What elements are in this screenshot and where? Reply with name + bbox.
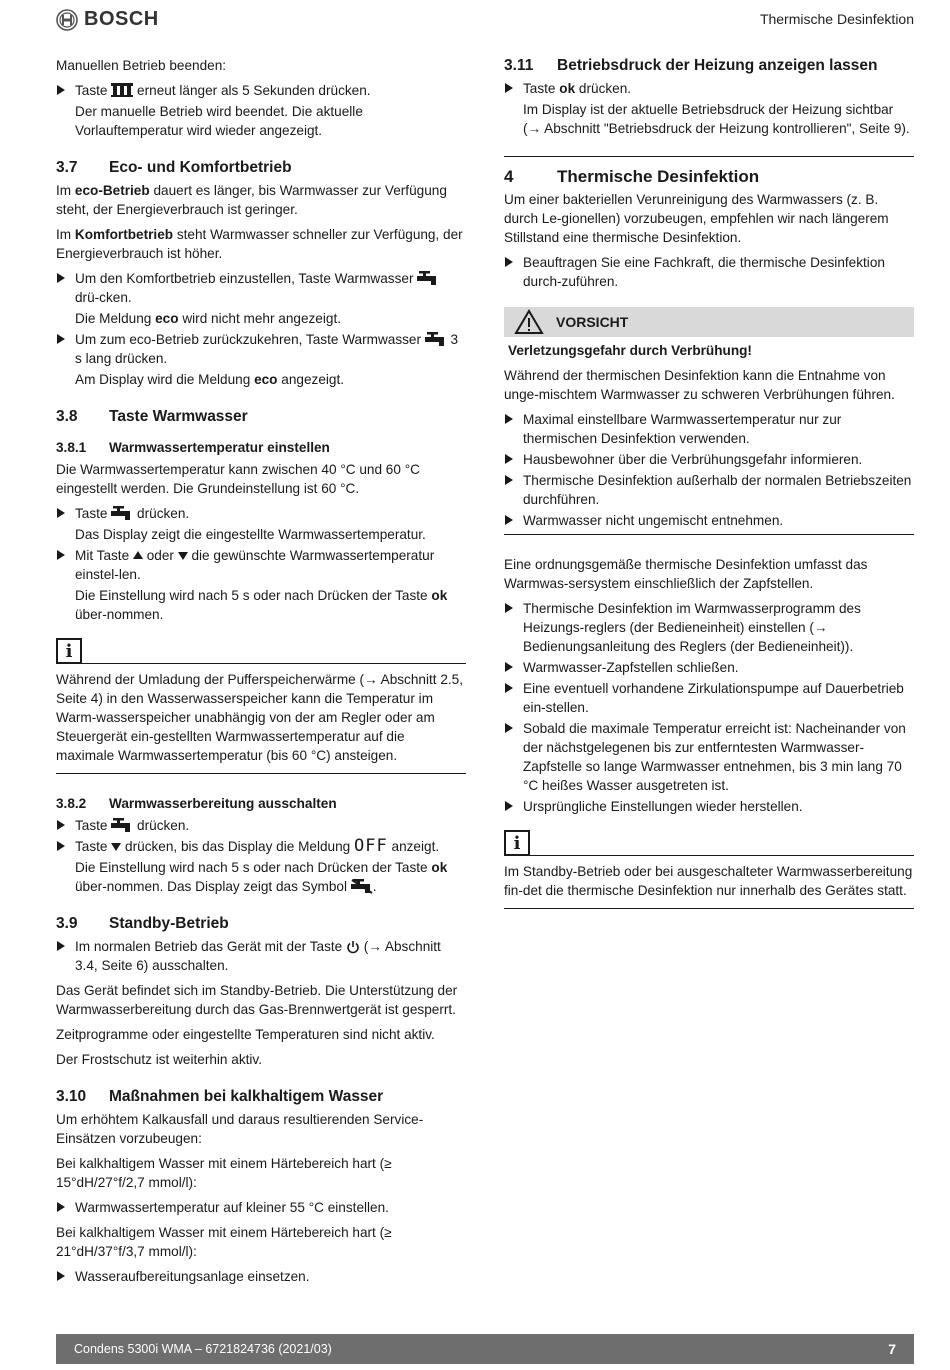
paragraph: Während der thermischen Desinfektion kann die Entnahme von unge-mischtem Warmwasser zu schweren Verbrühungen führen. (504, 368, 895, 402)
paragraph: Um einer bakteriellen Verunreinigung des Warmwassers (z. B. durch Le-gionellen) vorzubeugen, empfehlen wir nach längerem Stillstand eine thermische Desinfektion. (504, 192, 889, 245)
list-item: Warmwasser nicht ungemischt entnehmen. (504, 511, 914, 530)
info-text: Im Standby-Betrieb oder bei ausgeschalteter Warmwasserbereitung fin-det die thermische Desinfektion nur innerhalb des Gerätes statt. (504, 864, 913, 898)
section-heading: 3.8 Taste Warmwasser (56, 408, 248, 425)
right-column (504, 56, 914, 919)
list-item: Sobald die maximale Temperatur erreicht ist: Nacheinander von der nächstgelegenen bis zur entferntesten Warmwasser-Zapfstelle so lange Warmwasser entnehmen, bis 3 min lang 70 °C heißes Wasser ausgetreten ist. (504, 719, 914, 795)
page-footer (56, 1334, 914, 1364)
subsection-heading: 3.8.2 Warmwasserbereitung ausschalten (56, 796, 337, 811)
info-notice (504, 830, 914, 909)
manual-end-intro: Manuellen Betrieb beenden: (56, 58, 227, 73)
arrow-down-icon (178, 552, 188, 560)
page-number: 7 (888, 1341, 896, 1357)
paragraph: Der Frostschutz ist weiterhin aktiv. (56, 1052, 262, 1067)
step-item: Taste drücken. (56, 816, 466, 835)
step-result: Das Display zeigt die eingestellte Warmwassertemperatur. (75, 527, 426, 542)
step-result: Die Einstellung wird nach 5 s oder nach Drücken der Taste ok über-nommen. Das Display zeigt das Symbol . (75, 860, 448, 894)
left-column (56, 56, 466, 1288)
step-item: Taste ok drücken. (504, 79, 914, 98)
step-item: Wasseraufbereitungsanlage einsetzen. (56, 1267, 466, 1286)
warning-title: VORSICHT (556, 313, 629, 330)
subsection-heading: 3.8.1 Warmwassertemperatur einstellen (56, 440, 330, 455)
hot-water-off-icon (351, 879, 373, 894)
page-header (0, 0, 950, 40)
radiator-key-icon (111, 83, 133, 98)
step-result: Die Einstellung wird nach 5 s oder nach Drücken der Taste ok über-nommen. (75, 588, 448, 622)
paragraph: Eine ordnungsgemäße thermische Desinfektion umfasst das Warmwas-sersystem einschließlich der Zapfstellen. (504, 557, 868, 591)
paragraph: Die Warmwassertemperatur kann zwischen 40 °C und 60 °C eingestellt werden. Die Grundeinstellung ist 60 °C. (56, 462, 420, 496)
list-item: Ursprüngliche Einstellungen wieder herstellen. (504, 797, 914, 816)
list-item: Maximal einstellbare Warmwassertemperatur nur zur thermischen Desinfektion verwenden. (504, 410, 914, 448)
footer-product-info: Condens 5300i WMA – 6721824736 (2021/03) (74, 1342, 332, 1356)
running-header-title: Thermische Desinfektion (759, 11, 914, 27)
step-item: Mit Taste oder die gewünschte Warmwassertemperatur einstel-len. (56, 546, 466, 584)
warning-list (504, 410, 914, 530)
step-item: Taste drücken, bis das Display die Meldung OFF anzeigt. (56, 837, 466, 856)
step-item: Beauftragen Sie eine Fachkraft, die thermische Desinfektion durch-zuführen. (504, 253, 914, 291)
step-item: Taste erneut länger als 5 Sekunden drücken. (56, 81, 466, 100)
list-item: Eine eventuell vorhandene Zirkulationspumpe auf Dauerbetrieb ein-stellen. (504, 679, 914, 717)
chapter-heading: 4 Thermische Desinfektion (504, 167, 760, 186)
section-heading: 3.11 Betriebsdruck der Heizung anzeigen lassen (504, 57, 878, 74)
procedure-list (504, 599, 914, 816)
paragraph: Im eco-Betrieb dauert es länger, bis Warmwasser zur Verfügung steht, der Energieverbrauch ist geringer. (56, 183, 447, 217)
warning-subtitle: Verletzungsgefahr durch Verbrühung! (508, 343, 752, 358)
info-notice (56, 638, 466, 774)
paragraph: Im Komfortbetrieb steht Warmwasser schneller zur Verfügung, der Energieverbrauch ist höher. (56, 227, 463, 261)
step-result: Im Display ist der aktuelle Betriebsdruck der Heizung sichtbar (→ Abschnitt "Betriebsdruck der Heizung kontrollieren", Seite 9). (523, 102, 910, 136)
bosch-armature-icon (56, 9, 78, 31)
paragraph: Zeitprogramme oder eingestellte Temperaturen sind nicht aktiv. (56, 1027, 435, 1042)
section-heading: 3.7 Eco- und Komfortbetrieb (56, 159, 292, 176)
step-item: Warmwassertemperatur auf kleiner 55 °C einstellen. (56, 1198, 466, 1217)
hot-water-tap-icon (111, 506, 133, 521)
section-divider (504, 156, 914, 157)
step-result: Der manuelle Betrieb wird beendet. Die aktuelle Vorlauftemperatur wird wieder angezeigt. (75, 104, 363, 138)
section-heading: 3.9 Standby-Betrieb (56, 915, 229, 932)
info-icon: i (56, 638, 82, 664)
hot-water-tap-icon (425, 332, 447, 347)
step-result: Am Display wird die Meldung eco angezeigt. (75, 372, 345, 387)
step-result: Die Meldung eco wird nicht mehr angezeigt. (75, 311, 341, 326)
list-item: Thermische Desinfektion im Warmwasserprogramm des Heizungs-reglers (der Bedieneinheit) einstellen (→ Bedienungsanleitung des Reglers (der Bedieneinheit)). (504, 599, 914, 656)
arrow-up-icon (133, 551, 143, 559)
hot-water-tap-icon (111, 818, 133, 833)
paragraph: Bei kalkhaltigem Wasser mit einem Härtebereich hart (≥ 21°dH/37°f/3,7 mmol/l): (56, 1225, 392, 1259)
arrow-down-icon (111, 843, 121, 851)
step-item: Um zum eco-Betrieb zurückzukehren, Taste Warmwasser 3 s lang drücken. (56, 330, 466, 368)
hot-water-tap-icon (417, 271, 439, 286)
bosch-logo (56, 8, 159, 31)
list-item: Warmwasser-Zapfstellen schließen. (504, 658, 914, 677)
display-off-text: OFF (354, 836, 388, 856)
step-item: Um den Komfortbetrieb einzustellen, Taste Warmwasser drü-cken. (56, 269, 466, 307)
info-icon: i (504, 830, 530, 856)
brand-name: BOSCH (84, 8, 159, 30)
paragraph: Um erhöhtem Kalkausfall und daraus resultierenden Service-Einsätzen vorzubeugen: (56, 1112, 424, 1146)
info-text: Während der Umladung der Pufferspeicherwärme (→ Abschnitt 2.5, Seite 4) in den Wasserwasserspeicher kann die Temperatur im Warm-wasserspeicher unabhängig von der am Regler oder am Steuergerät ein-gestellten Warmwassertemperatur auf die maximale Warmwassertemperatur (bis 60 °C) ansteigen. (56, 672, 464, 763)
section-divider (504, 534, 914, 535)
paragraph: Bei kalkhaltigem Wasser mit einem Härtebereich hart (≥ 15°dH/27°f/2,7 mmol/l): (56, 1156, 392, 1190)
step-item: Taste drücken. (56, 504, 466, 523)
section-heading: 3.10 Maßnahmen bei kalkhaltigem Wasser (56, 1088, 384, 1105)
list-item: Thermische Desinfektion außerhalb der normalen Betriebszeiten durchführen. (504, 471, 914, 509)
warning-triangle-icon (514, 309, 544, 335)
list-item: Hausbewohner über die Verbrühungsgefahr informieren. (504, 450, 914, 469)
paragraph: Das Gerät befindet sich im Standby-Betrieb. Die Unterstützung der Warmwasserbereitung durch das Gas-Brennwertgerät ist gesperrt. (56, 983, 458, 1017)
warning-header (504, 307, 914, 337)
power-icon (346, 940, 360, 954)
step-item: Im normalen Betrieb das Gerät mit der Taste (→ Abschnitt 3.4, Seite 6) ausschalten. (56, 937, 466, 975)
